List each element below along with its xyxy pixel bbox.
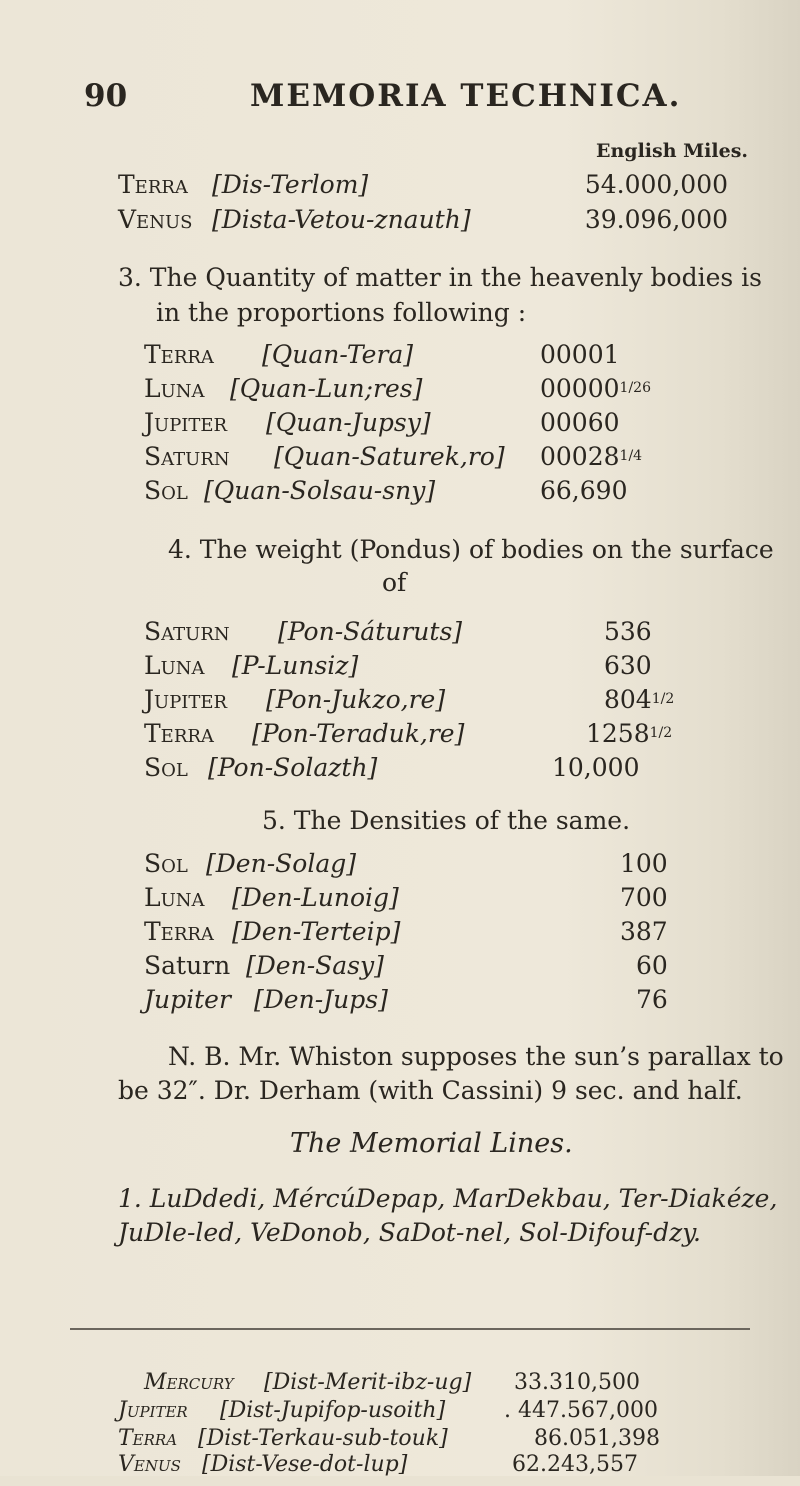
table-row [0, 951, 800, 985]
mnemonic-code: [Dist-Terkau-sub-touk] [198, 1426, 448, 1451]
planet-name: Luna [144, 883, 205, 912]
value: 700 [620, 883, 668, 912]
mnemonic-code: [Quan-Jupsy] [266, 408, 431, 437]
planet-name: Terra [144, 917, 214, 946]
mnemonic-code: [Den-Sasy] [246, 951, 384, 980]
value-fraction: 1/2 [649, 725, 673, 741]
planet-name: Luna [144, 651, 205, 680]
mnemonic-code: [Dist-Vese-dot-lup] [202, 1452, 408, 1477]
planet-name: Terra [118, 170, 188, 199]
planet-name: Terra [144, 340, 214, 369]
table-row [0, 340, 800, 374]
value: 76 [636, 985, 668, 1014]
planet-name: Mercury [144, 1370, 234, 1395]
table-row [0, 651, 800, 685]
mnemonic-code: [Den-Jups] [254, 985, 388, 1014]
value: 33.310,500 [514, 1370, 640, 1395]
units-label: English Miles. [596, 140, 749, 162]
value: $00000^{1/26}$ [540, 374, 651, 403]
table-row [0, 205, 800, 239]
table-row [0, 753, 800, 787]
note-line: be 32″. Dr. Derham (with Cassini) 9 sec. and half. [118, 1076, 743, 1105]
value: 62.243,557 [512, 1452, 638, 1477]
table-row [0, 917, 800, 951]
value: 100 [620, 849, 668, 878]
mnemonic-code: [Pon-Solazth] [208, 753, 378, 782]
planet-name: Terra [144, 719, 214, 748]
page-number: 90 [84, 78, 128, 114]
table-row [0, 1452, 800, 1486]
mnemonic-code: [Den-Lunoig] [232, 883, 399, 912]
mnemonic-code: [Quan-Solsau-sny] [204, 476, 436, 505]
mnemonic-code: [Pon-Sáturuts] [278, 617, 463, 646]
planet-name: Luna [144, 374, 205, 403]
value: 630 [604, 651, 652, 680]
planet-name: Sol [144, 753, 188, 782]
planet-name: Saturn [144, 617, 230, 646]
table-row [0, 685, 800, 719]
planet-name: Sol [144, 476, 188, 505]
mnemonic-code: [Den-Solag] [206, 849, 356, 878]
table-row [0, 849, 800, 883]
mnemonic-code: [Quan-Tera] [262, 340, 414, 369]
value: . 447.567,000 [504, 1398, 658, 1423]
value: 10,000 [552, 753, 640, 782]
planet-name: Terra [118, 1426, 178, 1451]
memorial-line: JuDle-led, VeDonob, SaDot-nel, Sol-Difouf-dzy. [118, 1218, 701, 1247]
value: $1258^{1/2}$ [586, 719, 673, 748]
table-row [0, 442, 800, 476]
mnemonic-code: [Dist-Jupifop-usoith] [220, 1398, 446, 1423]
mnemonic-code: [Pon-Teraduk,re] [252, 719, 465, 748]
planet-name: Venus [118, 205, 193, 234]
value-fraction: 1/4 [619, 448, 643, 464]
divider-rule [70, 1328, 750, 1330]
mnemonic-code: [Den-Terteip] [232, 917, 401, 946]
value: $00028^{1/4}$ [540, 442, 643, 471]
value: 60 [636, 951, 668, 980]
memorial-heading: The Memorial Lines. [290, 1128, 573, 1159]
value-fraction: 1/26 [619, 380, 651, 396]
value: 387 [620, 917, 668, 946]
value: 54.000,000 [584, 170, 728, 199]
table-row [0, 170, 800, 204]
mnemonic-code: [Quan-Saturek,ro] [274, 442, 505, 471]
mnemonic-code: [P-Lunsiz] [232, 651, 359, 680]
table-row [0, 719, 800, 753]
value: 00001 [540, 340, 620, 369]
table-row [0, 408, 800, 442]
table-row [0, 617, 800, 651]
table-row [0, 985, 800, 1019]
table-row [0, 883, 800, 917]
planet-name: Jupiter [144, 985, 231, 1014]
value: 66,690 [540, 476, 628, 505]
planet-name: Saturn [144, 951, 231, 980]
planet-name: Jupiter [118, 1398, 188, 1423]
planet-name: Jupiter [144, 685, 228, 714]
value: $804^{1/2}$ [604, 685, 675, 714]
section-heading: 3. The Quantity of matter in the heavenly bodies is [118, 263, 762, 292]
mnemonic-code: [Pon-Jukzo,re] [266, 685, 446, 714]
mnemonic-code: [Dista-Vetou-znauth] [212, 205, 471, 234]
value: 86.051,398 [534, 1426, 660, 1451]
planet-name: Saturn [144, 442, 230, 471]
planet-name: Sol [144, 849, 188, 878]
section-heading-cont: in the proportions following : [156, 298, 527, 327]
planet-name: Jupiter [144, 408, 228, 437]
running-title: MEMORIA TECHNICA. [250, 78, 682, 114]
value: 39.096,000 [584, 205, 728, 234]
table-row [0, 476, 800, 510]
mnemonic-code: [Dist-Merit-ibz-ug] [264, 1370, 472, 1395]
table-row [0, 374, 800, 408]
memorial-line: 1. LuDdedi, MércúDepap, MarDekbau, Ter-Diakéze, [118, 1184, 778, 1213]
mnemonic-code: [Dis-Terlom] [212, 170, 369, 199]
note-line: N. B. Mr. Whiston supposes the sun’s parallax to [168, 1042, 784, 1071]
mnemonic-code: [Quan-Lun;res] [230, 374, 423, 403]
section-heading: 4. The weight (Pondus) of bodies on the surface [168, 535, 774, 564]
value-fraction: 1/2 [651, 691, 675, 707]
value: 00060 [540, 408, 620, 437]
value: 536 [604, 617, 652, 646]
section-heading-cont: of [382, 568, 407, 597]
planet-name: Venus [118, 1452, 181, 1477]
section-heading: 5. The Densities of the same. [262, 806, 631, 835]
